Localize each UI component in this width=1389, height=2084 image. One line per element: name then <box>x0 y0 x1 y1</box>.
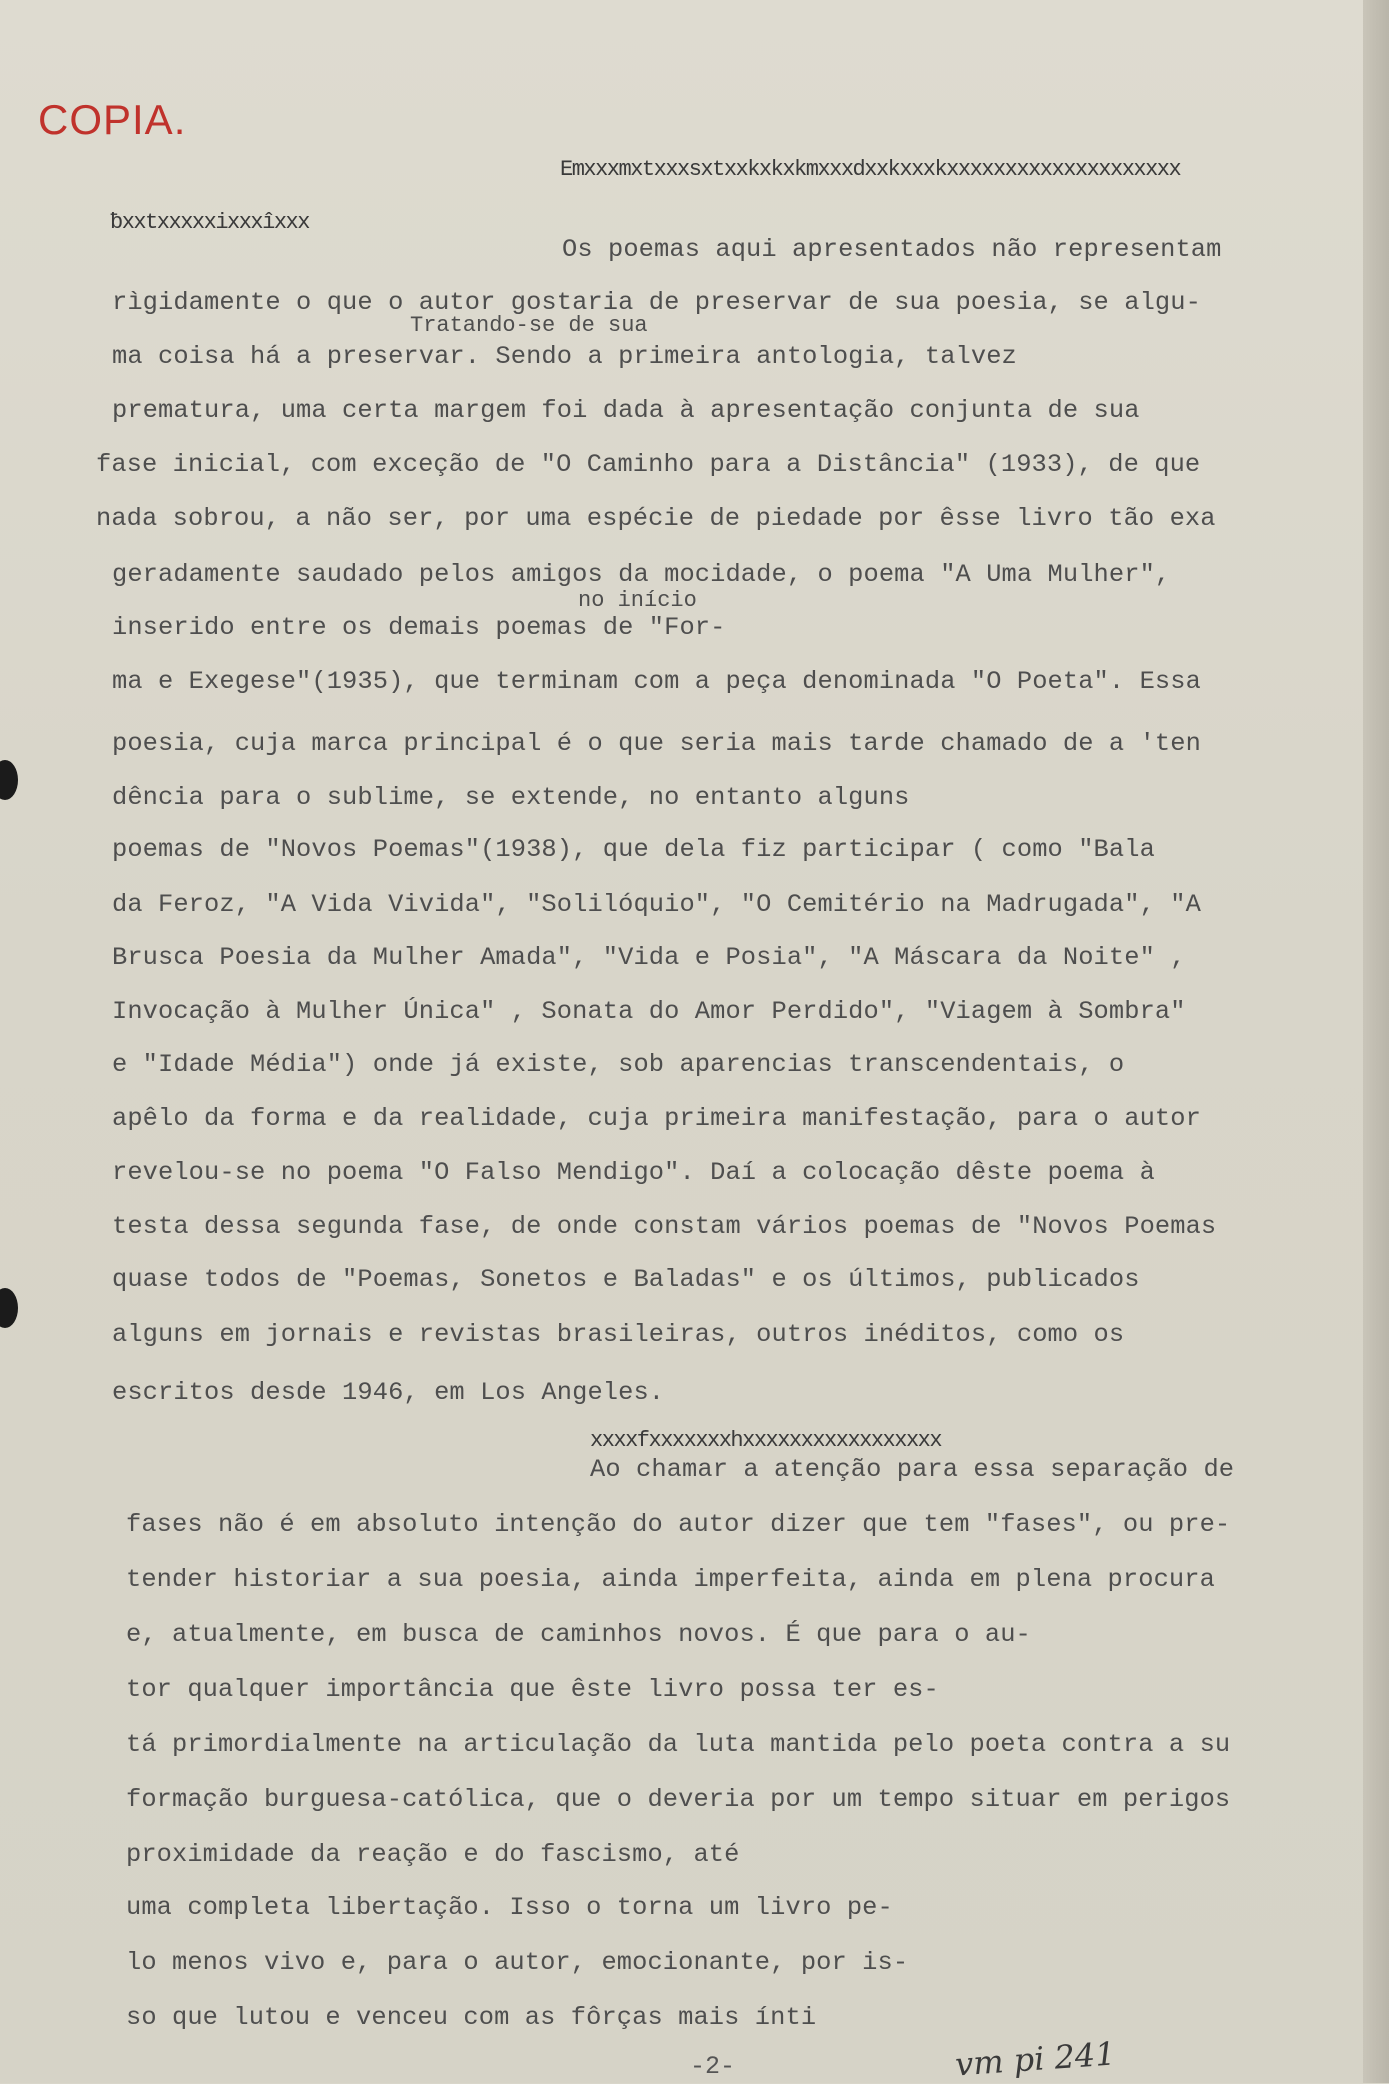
text-line: e "Idade Média") onde já existe, sob aparencias transcendentais, o <box>112 1050 1125 1079</box>
struck-title: ƀxxtxxxxxixxxîxxx <box>110 210 309 235</box>
text-line: Os poemas aqui apresentados não representam <box>562 235 1222 264</box>
paper-edge <box>1363 0 1389 2083</box>
text-line: tender historiar a sua poesia, ainda imperfeita, ainda em plena procura <box>126 1565 1215 1594</box>
text-line: tá primordialmente na articulação da luta mantida pelo poeta contra a su <box>126 1730 1231 1759</box>
punch-hole <box>0 1288 18 1328</box>
text-line: revelou-se no poema "O Falso Mendigo". Daí a colocação dêste poema à <box>112 1158 1155 1187</box>
interlinear-correction: no início <box>578 588 697 613</box>
text-line: rìgidamente o que o autor gostaria de preservar de sua poesia, se algu- <box>112 288 1201 317</box>
text-line: alguns em jornais e revistas brasileiras, outros inéditos, como os <box>112 1320 1125 1349</box>
text-line: prematura, uma certa margem foi dada à apresentação conjunta de sua <box>112 396 1140 425</box>
text-line: tor qualquer importância que êste livro possa ter es- <box>126 1675 939 1704</box>
text-line: geradamente saudado pelos amigos da mocidade, o poema "A Uma Mulher", <box>112 560 1171 589</box>
text-line: ma coisa há a preservar. Sendo a primeira antologia, talvez <box>112 342 1017 371</box>
text-line: fase inicial, com exceção de "O Caminho para a Distância" (1933), de que <box>96 450 1201 479</box>
text-line: inserido entre os demais poemas de "For- <box>112 613 726 642</box>
page-number: -2- <box>690 2052 736 2081</box>
text-line: poesia, cuja marca principal é o que seria mais tarde chamado de a 'ten <box>112 729 1201 758</box>
struck-line: xxxxfxxxxxxxhxxxxxxxxxxxxxxxxx <box>590 1428 942 1453</box>
text-line: uma completa libertação. Isso o torna um livro pe- <box>126 1893 893 1922</box>
text-line: e, atualmente, em busca de caminhos novos. É que para o au- <box>126 1620 1031 1649</box>
text-line: Brusca Poesia da Mulher Amada", "Vida e Posia", "A Máscara da Noite" , <box>112 943 1186 972</box>
copia-stamp: COPIA. <box>38 96 187 143</box>
text-line: poemas de "Novos Poemas"(1938), que dela fiz participar ( como "Bala <box>112 835 1155 864</box>
struck-header: Emxxxmxtxxxsxtxxkxkxkmxxxdxxkxxxkxxxxxxxxxxxxxxxxxxxx <box>560 157 1181 182</box>
text-line: lo menos vivo e, para o autor, emocionante, por is- <box>126 1948 909 1977</box>
text-line: dência para o sublime, se extende, no entanto alguns <box>112 783 910 812</box>
text-line: testa dessa segunda fase, de onde constam vários poemas de "Novos Poemas <box>112 1212 1217 1241</box>
text-line: da Feroz, "A Vida Vivida", "Solilóquio", "O Cemitério na Madrugada", "A <box>112 890 1201 919</box>
text-line: ma e Exegese"(1935), que terminam com a peça denominada "O Poeta". Essa <box>112 667 1201 696</box>
text-line: formação burguesa-católica, que o deveria por um tempo situar em perigos <box>126 1785 1231 1814</box>
text-line: fases não é em absoluto intenção do autor dizer que tem "fases", ou pre- <box>126 1510 1231 1539</box>
text-line: Invocação à Mulher Única" , Sonata do Amor Perdido", "Viagem à Sombra" <box>112 997 1186 1026</box>
text-line: proximidade da reação e do fascismo, até <box>126 1840 740 1869</box>
interlinear-correction: Tratando-se de sua <box>410 313 648 338</box>
text-line: apêlo da forma e da realidade, cuja primeira manifestação, para o autor <box>112 1104 1201 1133</box>
text-line: escritos desde 1946, em Los Angeles. <box>112 1378 665 1407</box>
handwritten-annotation: vm pi 241 <box>953 2034 1117 2084</box>
punch-hole <box>0 760 18 800</box>
text-line: quase todos de "Poemas, Sonetos e Baladas" e os últimos, publicados <box>112 1265 1140 1294</box>
text-line: Ao chamar a atenção para essa separação de <box>590 1455 1235 1484</box>
text-line: so que lutou e venceu com as fôrças mais ínti <box>126 2003 817 2032</box>
text-line: nada sobrou, a não ser, por uma espécie de piedade por êsse livro tão exa <box>96 504 1216 533</box>
